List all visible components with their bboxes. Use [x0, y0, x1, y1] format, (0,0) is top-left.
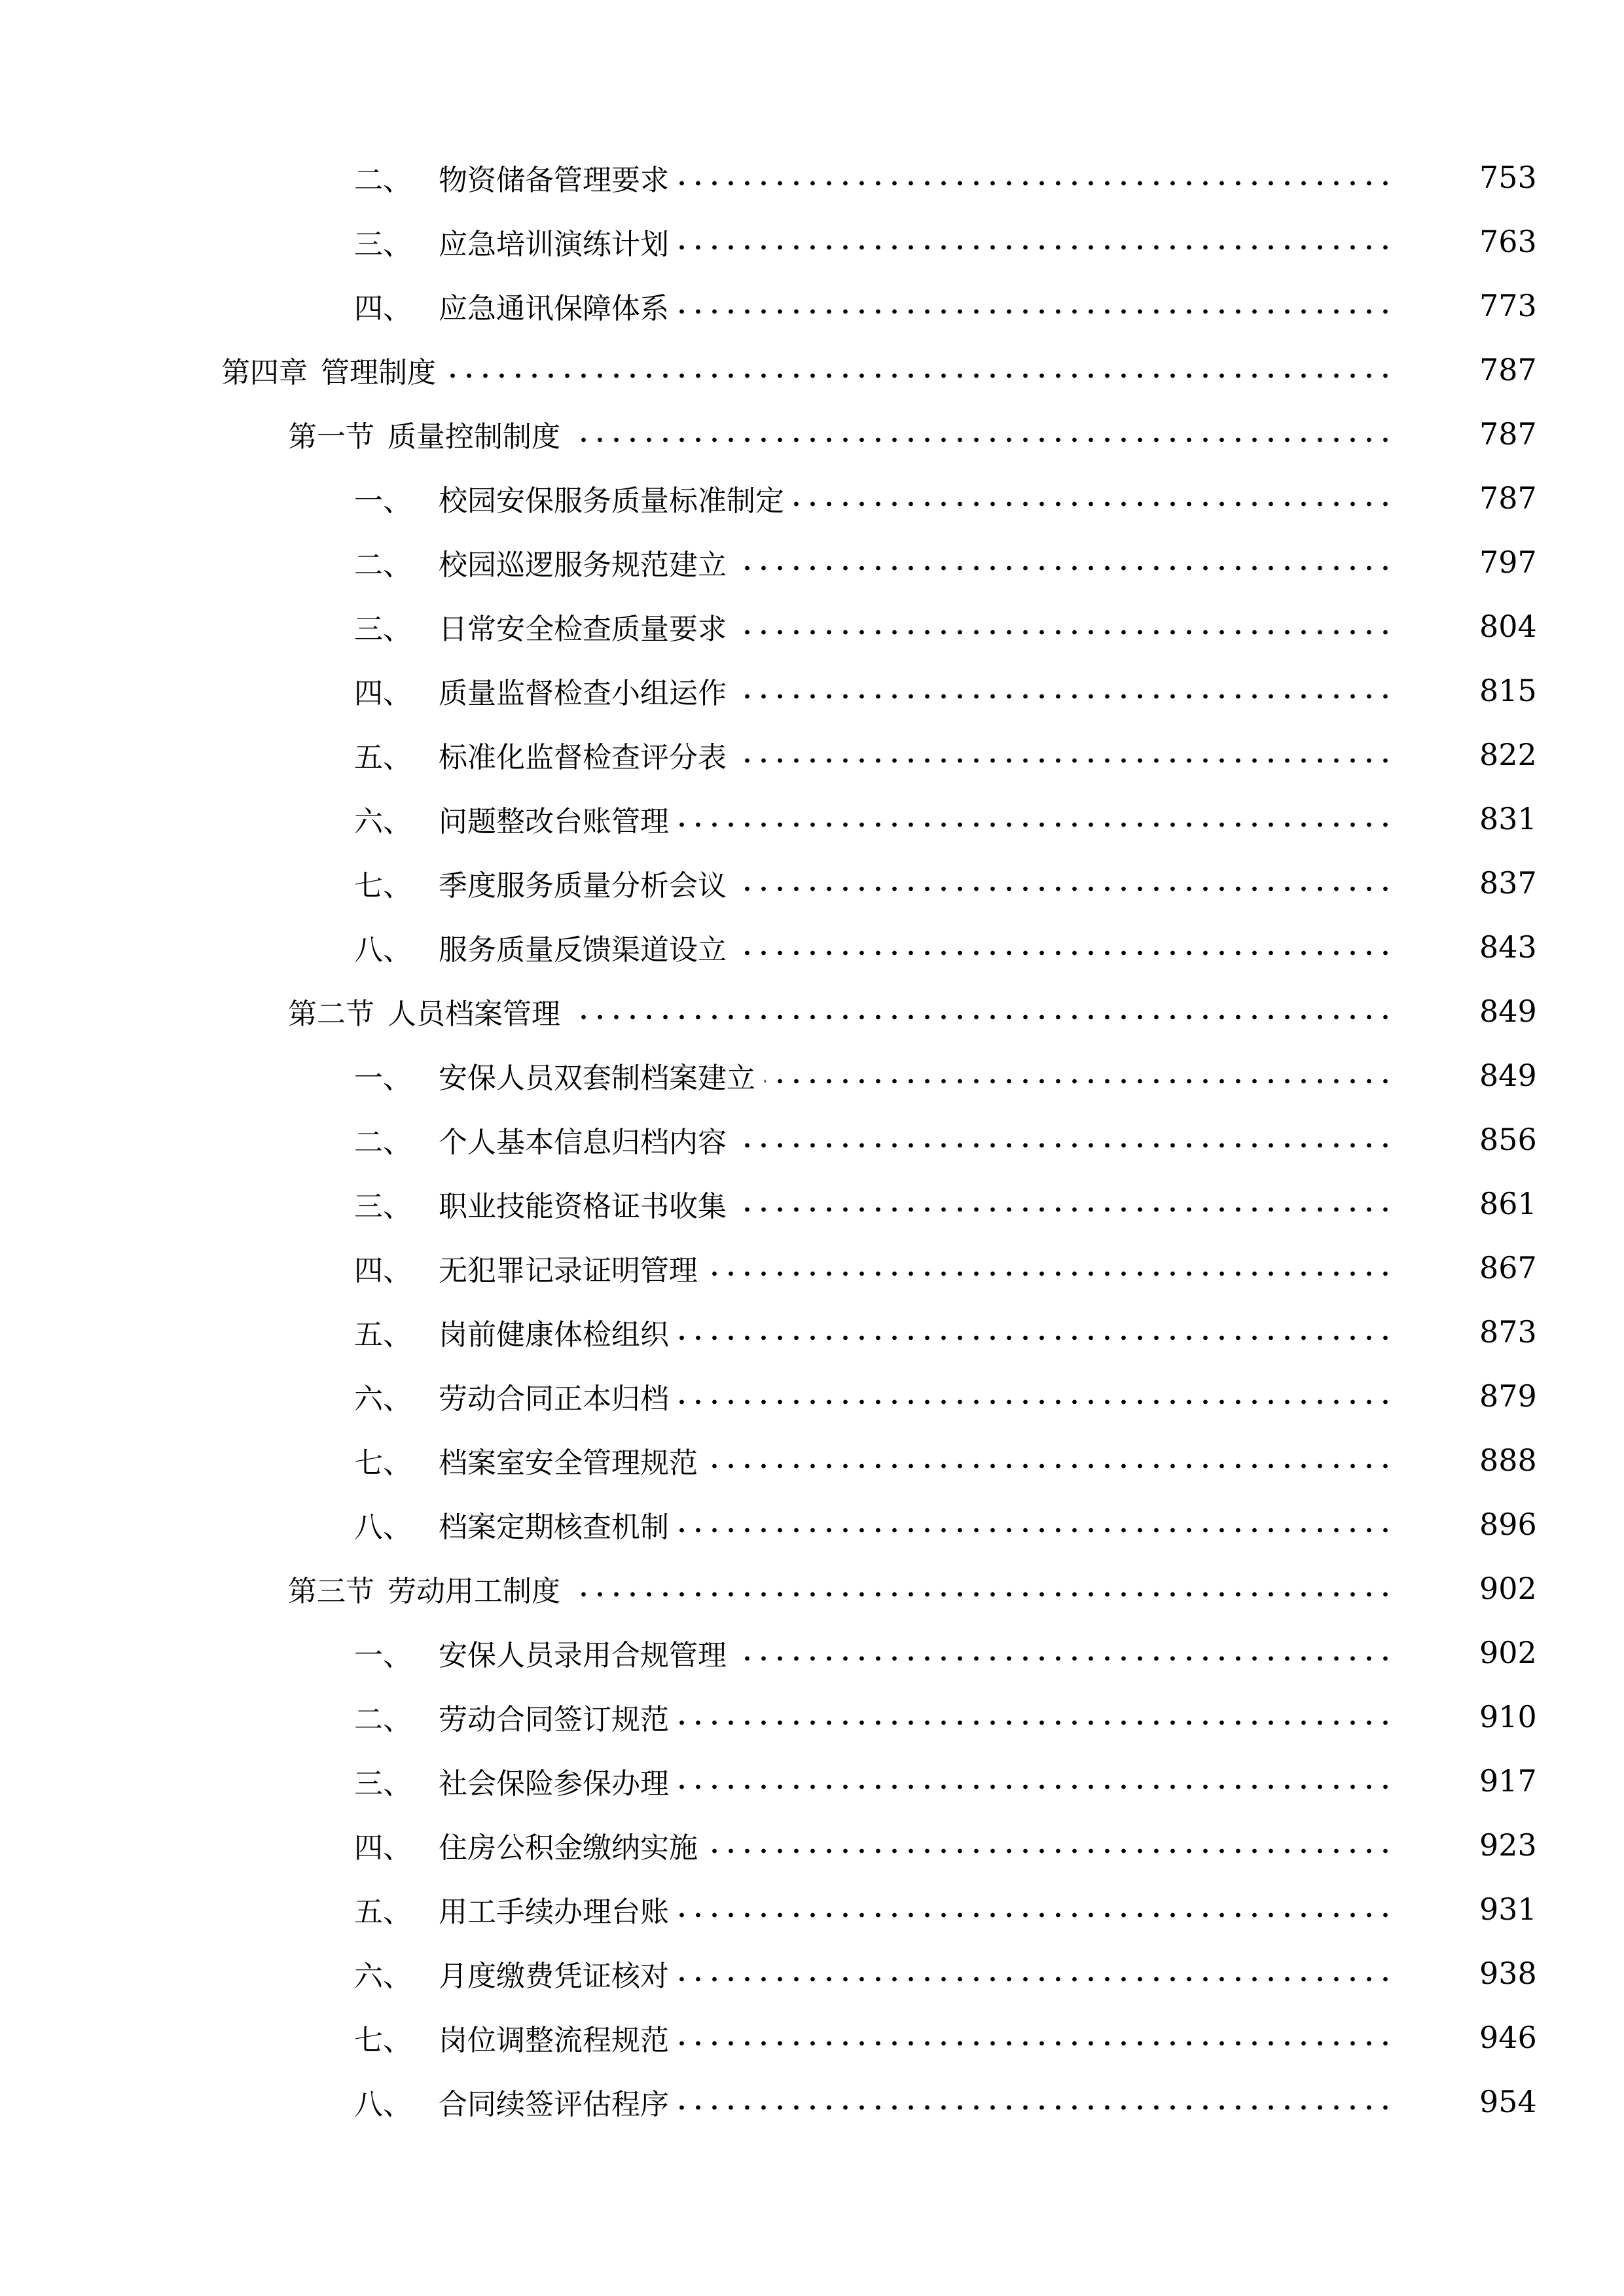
toc-entry-title: 职业技能资格证书收集: [439, 1190, 727, 1223]
toc-entry-title: 校园安保服务质量标准制定: [439, 484, 784, 518]
toc-entry-item[interactable]: 七、 档案室安全管理规范 888: [0, 1428, 1624, 1492]
dot-leader: [765, 1077, 1394, 1085]
toc-entry-item[interactable]: 八、 合同续签评估程序 954: [0, 2070, 1624, 2134]
dot-leader: [678, 2104, 1394, 2111]
dot-leader: [569, 436, 1394, 444]
toc-entry-number: 三、: [354, 1190, 412, 1223]
dot-leader: [736, 564, 1394, 572]
toc-entry-number: 七、: [354, 1446, 412, 1480]
dot-leader: [736, 757, 1394, 764]
dot-leader: [707, 1462, 1394, 1470]
toc-entry-title: 劳动合同签订规范: [439, 1703, 669, 1736]
dot-leader: [707, 1270, 1394, 1278]
toc-entry-item[interactable]: 二、 劳动合同签订规范 910: [0, 1685, 1624, 1749]
toc-entry-number: 一、: [354, 1639, 412, 1672]
toc-entry-item[interactable]: 二、 物资储备管理要求 753: [0, 145, 1624, 209]
dot-leader: [678, 179, 1394, 187]
toc-entry-title: 岗位调整流程规范: [439, 2024, 669, 2057]
toc-entry-number: 四、: [354, 1254, 412, 1287]
toc-entry-item[interactable]: 六、 月度缴费凭证核对 938: [0, 1941, 1624, 2005]
dot-leader: [736, 628, 1394, 636]
toc-entry-title: 用工手续办理台账: [439, 1895, 669, 1929]
dot-leader: [445, 372, 1394, 380]
toc-entry-item[interactable]: 五、 用工手续办理台账 931: [0, 1877, 1624, 1941]
toc-entry-title: 服务质量反馈渠道设立: [439, 933, 727, 967]
toc-entry-item[interactable]: 二、 个人基本信息归档内容 856: [0, 1107, 1624, 1172]
dot-leader: [678, 821, 1394, 829]
dot-leader: [736, 949, 1394, 957]
toc-entry-number: 四、: [354, 1831, 412, 1865]
dot-leader: [678, 1398, 1394, 1406]
toc-entry-title: 社会保险参保办理: [439, 1767, 669, 1801]
dot-leader: [678, 1911, 1394, 1919]
toc-entry-title: 合同续签评估程序: [439, 2088, 669, 2121]
dot-leader: [678, 2039, 1394, 2047]
toc-entry-title: 应急通讯保障体系: [439, 292, 669, 325]
toc-entry-section[interactable]: 第三节 劳动用工制度 902: [0, 1556, 1624, 1621]
toc-entry-title: 标准化监督检查评分表: [439, 741, 727, 774]
toc-entry-item[interactable]: 四、 住房公积金缴纳实施 923: [0, 1813, 1624, 1877]
dot-leader: [736, 1141, 1394, 1149]
toc-entry-item[interactable]: 四、 无犯罪记录证明管理 867: [0, 1236, 1624, 1300]
toc-entry-title: 劳动用工制度: [388, 1575, 560, 1608]
toc-entry-number: 三、: [354, 1767, 412, 1801]
toc-entry-number: 一、: [354, 1062, 412, 1095]
toc-entry-number: 五、: [354, 1318, 412, 1352]
dot-leader: [793, 500, 1394, 508]
dot-leader: [678, 1334, 1394, 1342]
toc-entry-chapter[interactable]: 第四章 管理制度 787: [0, 338, 1624, 402]
toc-entry-title: 岗前健康体检组织: [439, 1318, 669, 1352]
dot-leader: [678, 1783, 1394, 1791]
toc-entry-title: 个人基本信息归档内容: [439, 1126, 727, 1159]
toc-entry-title: 校园巡逻服务规范建立: [439, 548, 727, 582]
toc-entry-number: 七、: [354, 869, 412, 903]
toc-entry-title: 问题整改台账管理: [439, 805, 669, 838]
dot-leader: [569, 1013, 1394, 1021]
toc-entry-item[interactable]: 一、 安保人员录用合规管理 902: [0, 1621, 1624, 1685]
toc-entry-number: 五、: [354, 1895, 412, 1929]
dot-leader: [707, 1847, 1394, 1855]
toc-entry-number: 第四章: [221, 356, 308, 389]
toc-entry-title: 安保人员双套制档案建立: [439, 1062, 755, 1095]
toc-entry-number: 四、: [354, 292, 412, 325]
toc-entry-number: 二、: [354, 548, 412, 582]
dot-leader: [736, 1206, 1394, 1213]
toc-entry-number: 第二节: [288, 997, 374, 1031]
toc-entry-item[interactable]: 四、 应急通讯保障体系 773: [0, 274, 1624, 338]
toc-entry-item[interactable]: 四、 质量监督检查小组运作 815: [0, 658, 1624, 723]
dot-leader: [569, 1590, 1394, 1598]
toc-entry-title: 物资储备管理要求: [439, 164, 669, 197]
toc-entry-title: 季度服务质量分析会议: [439, 869, 727, 903]
toc-entry-title: 安保人员录用合规管理: [439, 1639, 727, 1672]
toc-entry-item[interactable]: 一、 校园安保服务质量标准制定 787: [0, 466, 1624, 530]
toc-entry-number: 五、: [354, 741, 412, 774]
toc-entry-section[interactable]: 第一节 质量控制制度 787: [0, 402, 1624, 466]
toc-entry-title: 质量监督检查小组运作: [439, 677, 727, 710]
toc-entry-item[interactable]: 三、 日常安全检查质量要求 804: [0, 594, 1624, 658]
toc-entry-number: 第三节: [288, 1575, 374, 1608]
dot-leader: [678, 1719, 1394, 1727]
dot-leader: [736, 1655, 1394, 1662]
toc-entry-number: 六、: [354, 805, 412, 838]
dot-leader: [678, 308, 1394, 315]
toc-entry-item[interactable]: 三、 应急培训演练计划 763: [0, 209, 1624, 274]
toc-entry-item[interactable]: 一、 安保人员双套制档案建立 849: [0, 1043, 1624, 1107]
toc-entry-number: 六、: [354, 1382, 412, 1416]
toc-entry-number: 六、: [354, 1960, 412, 1993]
toc-entry-title: 住房公积金缴纳实施: [439, 1831, 698, 1865]
toc-entry-item[interactable]: 三、 社会保险参保办理 917: [0, 1749, 1624, 1813]
toc-entry-title: 日常安全检查质量要求: [439, 613, 727, 646]
toc-entry-title: 档案定期核查机制: [439, 1511, 669, 1544]
toc-entry-number: 三、: [354, 613, 412, 646]
toc-entry-title: 管理制度: [321, 356, 436, 389]
toc-entry-section[interactable]: 第二节 人员档案管理 849: [0, 979, 1624, 1043]
toc-entry-item[interactable]: 五、 标准化监督检查评分表 822: [0, 723, 1624, 787]
toc-entry-item[interactable]: 七、 季度服务质量分析会议 837: [0, 851, 1624, 915]
toc-entry-number: 第一节: [288, 420, 374, 454]
toc-entry-number: 八、: [354, 1511, 412, 1544]
toc-entry-number: 七、: [354, 2024, 412, 2057]
toc-entry-number: 八、: [354, 933, 412, 967]
toc-entry-item[interactable]: 八、 服务质量反馈渠道设立 843: [0, 915, 1624, 979]
toc-entry-title: 档案室安全管理规范: [439, 1446, 698, 1480]
toc-entry-item[interactable]: 三、 职业技能资格证书收集 861: [0, 1172, 1624, 1236]
toc-entry-item[interactable]: 七、 岗位调整流程规范 946: [0, 2005, 1624, 2070]
toc-entry-title: 人员档案管理: [388, 997, 560, 1031]
toc-entry-item[interactable]: 六、 问题整改台账管理 831: [0, 787, 1624, 851]
dot-leader: [678, 1526, 1394, 1534]
dot-leader: [736, 885, 1394, 893]
toc-entry-number: 二、: [354, 1703, 412, 1736]
toc-entry-number: 八、: [354, 2088, 412, 2121]
toc-entry-title: 质量控制制度: [388, 420, 560, 454]
dot-leader: [736, 692, 1394, 700]
toc-entry-title: 无犯罪记录证明管理: [439, 1254, 698, 1287]
toc-entry-item[interactable]: 六、 劳动合同正本归档 879: [0, 1364, 1624, 1428]
toc-entry-title: 月度缴费凭证核对: [439, 1960, 669, 1993]
toc-entry-item[interactable]: 二、 校园巡逻服务规范建立 797: [0, 530, 1624, 594]
toc-entry-number: 二、: [354, 1126, 412, 1159]
toc-entry-number: 三、: [354, 228, 412, 261]
dot-leader: [678, 243, 1394, 251]
toc-entry-title: 劳动合同正本归档: [439, 1382, 669, 1416]
toc-entry-number: 四、: [354, 677, 412, 710]
dot-leader: [678, 1975, 1394, 1983]
toc-entry-number: 一、: [354, 484, 412, 518]
table-of-contents: [0, 145, 1624, 2134]
toc-entry-item[interactable]: 八、 档案定期核查机制 896: [0, 1492, 1624, 1556]
toc-entry-title: 应急培训演练计划: [439, 228, 669, 261]
toc-entry-item[interactable]: 五、 岗前健康体检组织 873: [0, 1300, 1624, 1364]
toc-entry-number: 二、: [354, 164, 412, 197]
